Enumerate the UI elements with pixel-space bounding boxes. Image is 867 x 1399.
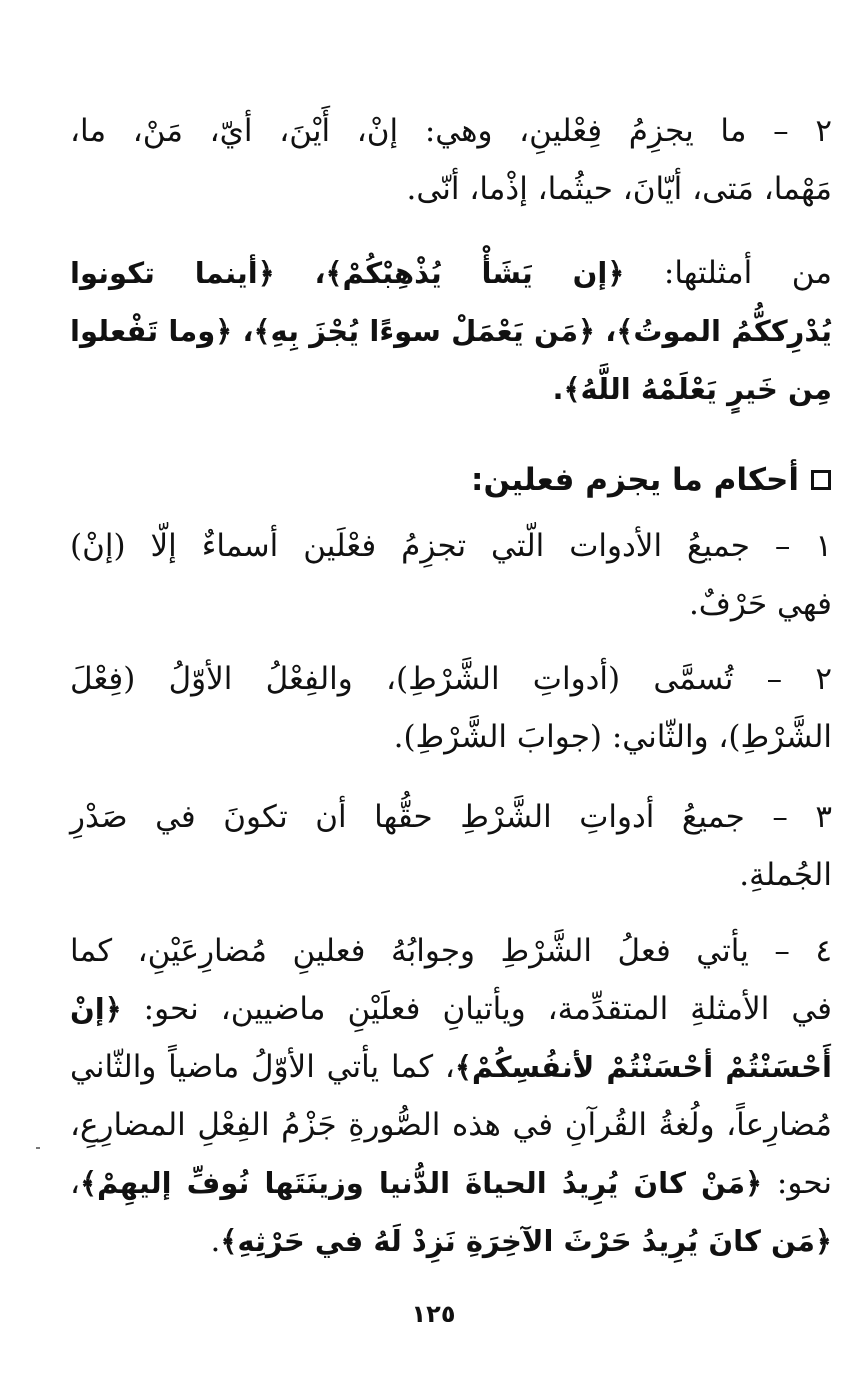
rule-2 bbox=[70, 650, 832, 766]
quran-quote: ﴿إن يَشَأْ يُذْهِبْكُمْ﴾، ﴿أينما تكونوا bbox=[70, 256, 625, 290]
rule-3 bbox=[70, 788, 832, 904]
text-line: مُضارِعاً، ولُغةُ القُرآنِ في هذه الصُّورةِ جَزْمُ الفِعْلِ المضارِعِ، bbox=[70, 1107, 832, 1143]
rule-1 bbox=[70, 517, 832, 633]
quran-quote: مِن خَيرٍ يَعْلَمْهُ اللَّهُ﴾. bbox=[552, 372, 832, 406]
examples-lead: من أمثلتها: bbox=[624, 255, 832, 291]
square-bullet-icon bbox=[811, 470, 831, 490]
section-heading-text: أحكام ما يجزم فعلين: bbox=[471, 462, 799, 498]
paragraph-examples bbox=[70, 244, 832, 418]
section-heading bbox=[471, 455, 831, 505]
text-segment: ، bbox=[70, 1165, 81, 1201]
quran-quote: يُدْرِككُّمُ الموتُ﴾، ﴿مَن يَعْمَلْ سوءًا يُجْزَ بِهِ﴾، ﴿وما تَفْعلوا bbox=[70, 314, 832, 348]
text-segment: نحو: bbox=[762, 1165, 832, 1201]
text-line bbox=[70, 980, 832, 1038]
text-line: ٢ – ما يجزِمُ فِعْلينِ، وهي: إنْ، أَيْنَ، أيّ، مَنْ، ما، bbox=[70, 113, 832, 149]
text-line: ١ – جميعُ الأدوات الّتي تجزِمُ فعْلَين أسماءٌ إلّا (إنْ) bbox=[70, 528, 832, 564]
text-segment: . bbox=[210, 1223, 221, 1259]
text-line: ٢ – تُسمَّى (أدواتِ الشَّرْطِ)، والفِعْلُ الأوّلُ (فِعْلَ bbox=[70, 661, 832, 697]
quran-quote: ﴿مَنْ كانَ يُرِيدُ الحياةَ الدُّنيا وزينَتَها نُوفِّ إليهِمْ﴾ bbox=[80, 1166, 763, 1200]
scan-mark bbox=[36, 1147, 40, 1149]
text-segment: ، كما يأتي الأوّلُ ماضياً والثّاني bbox=[70, 1049, 455, 1085]
text-line: فهي حَرْفٌ. bbox=[688, 586, 832, 622]
text-line: ٣ – جميعُ أدواتِ الشَّرْطِ حقُّها أن تكونَ في صَدْرِ bbox=[70, 799, 832, 835]
quran-quote: أَحْسَنْتُمْ أحْسَنْتُمْ لأنفُسِكُمْ﴾ bbox=[454, 1050, 832, 1084]
text-line: ٤ – يأتي فعلُ الشَّرْطِ وجوابُهُ فعلينِ مُضارِعَيْنِ، كما bbox=[70, 933, 832, 969]
text-line bbox=[70, 1038, 832, 1096]
quran-quote: ﴿إنْ bbox=[70, 992, 122, 1026]
text-line: الشَّرْطِ)، والثّاني: (جوابَ الشَّرْطِ). bbox=[393, 719, 832, 755]
rule-4 bbox=[70, 922, 832, 1270]
text-line: الجُملةِ. bbox=[739, 857, 832, 893]
page-number: ١٢٥ bbox=[411, 1300, 456, 1328]
text-line: مَهْما، مَتى، أيّانَ، حيثُما، إذْما، أنّى. bbox=[406, 171, 832, 207]
text-line bbox=[70, 360, 832, 418]
paragraph-jazm-two-verbs bbox=[70, 102, 832, 218]
text-line bbox=[70, 1154, 832, 1212]
text-segment: في الأمثلةِ المتقدِّمة، ويأتيانِ فعلَيْنِ ماضيين، نحو: bbox=[121, 991, 832, 1027]
text-line bbox=[70, 302, 832, 360]
text-line bbox=[70, 244, 832, 302]
text-line bbox=[70, 1212, 832, 1270]
quran-quote: ﴿مَن كانَ يُرِيدُ حَرْثَ الآخِرَةِ نَزِدْ لَهُ في حَرْثِهِ﴾ bbox=[220, 1224, 832, 1258]
